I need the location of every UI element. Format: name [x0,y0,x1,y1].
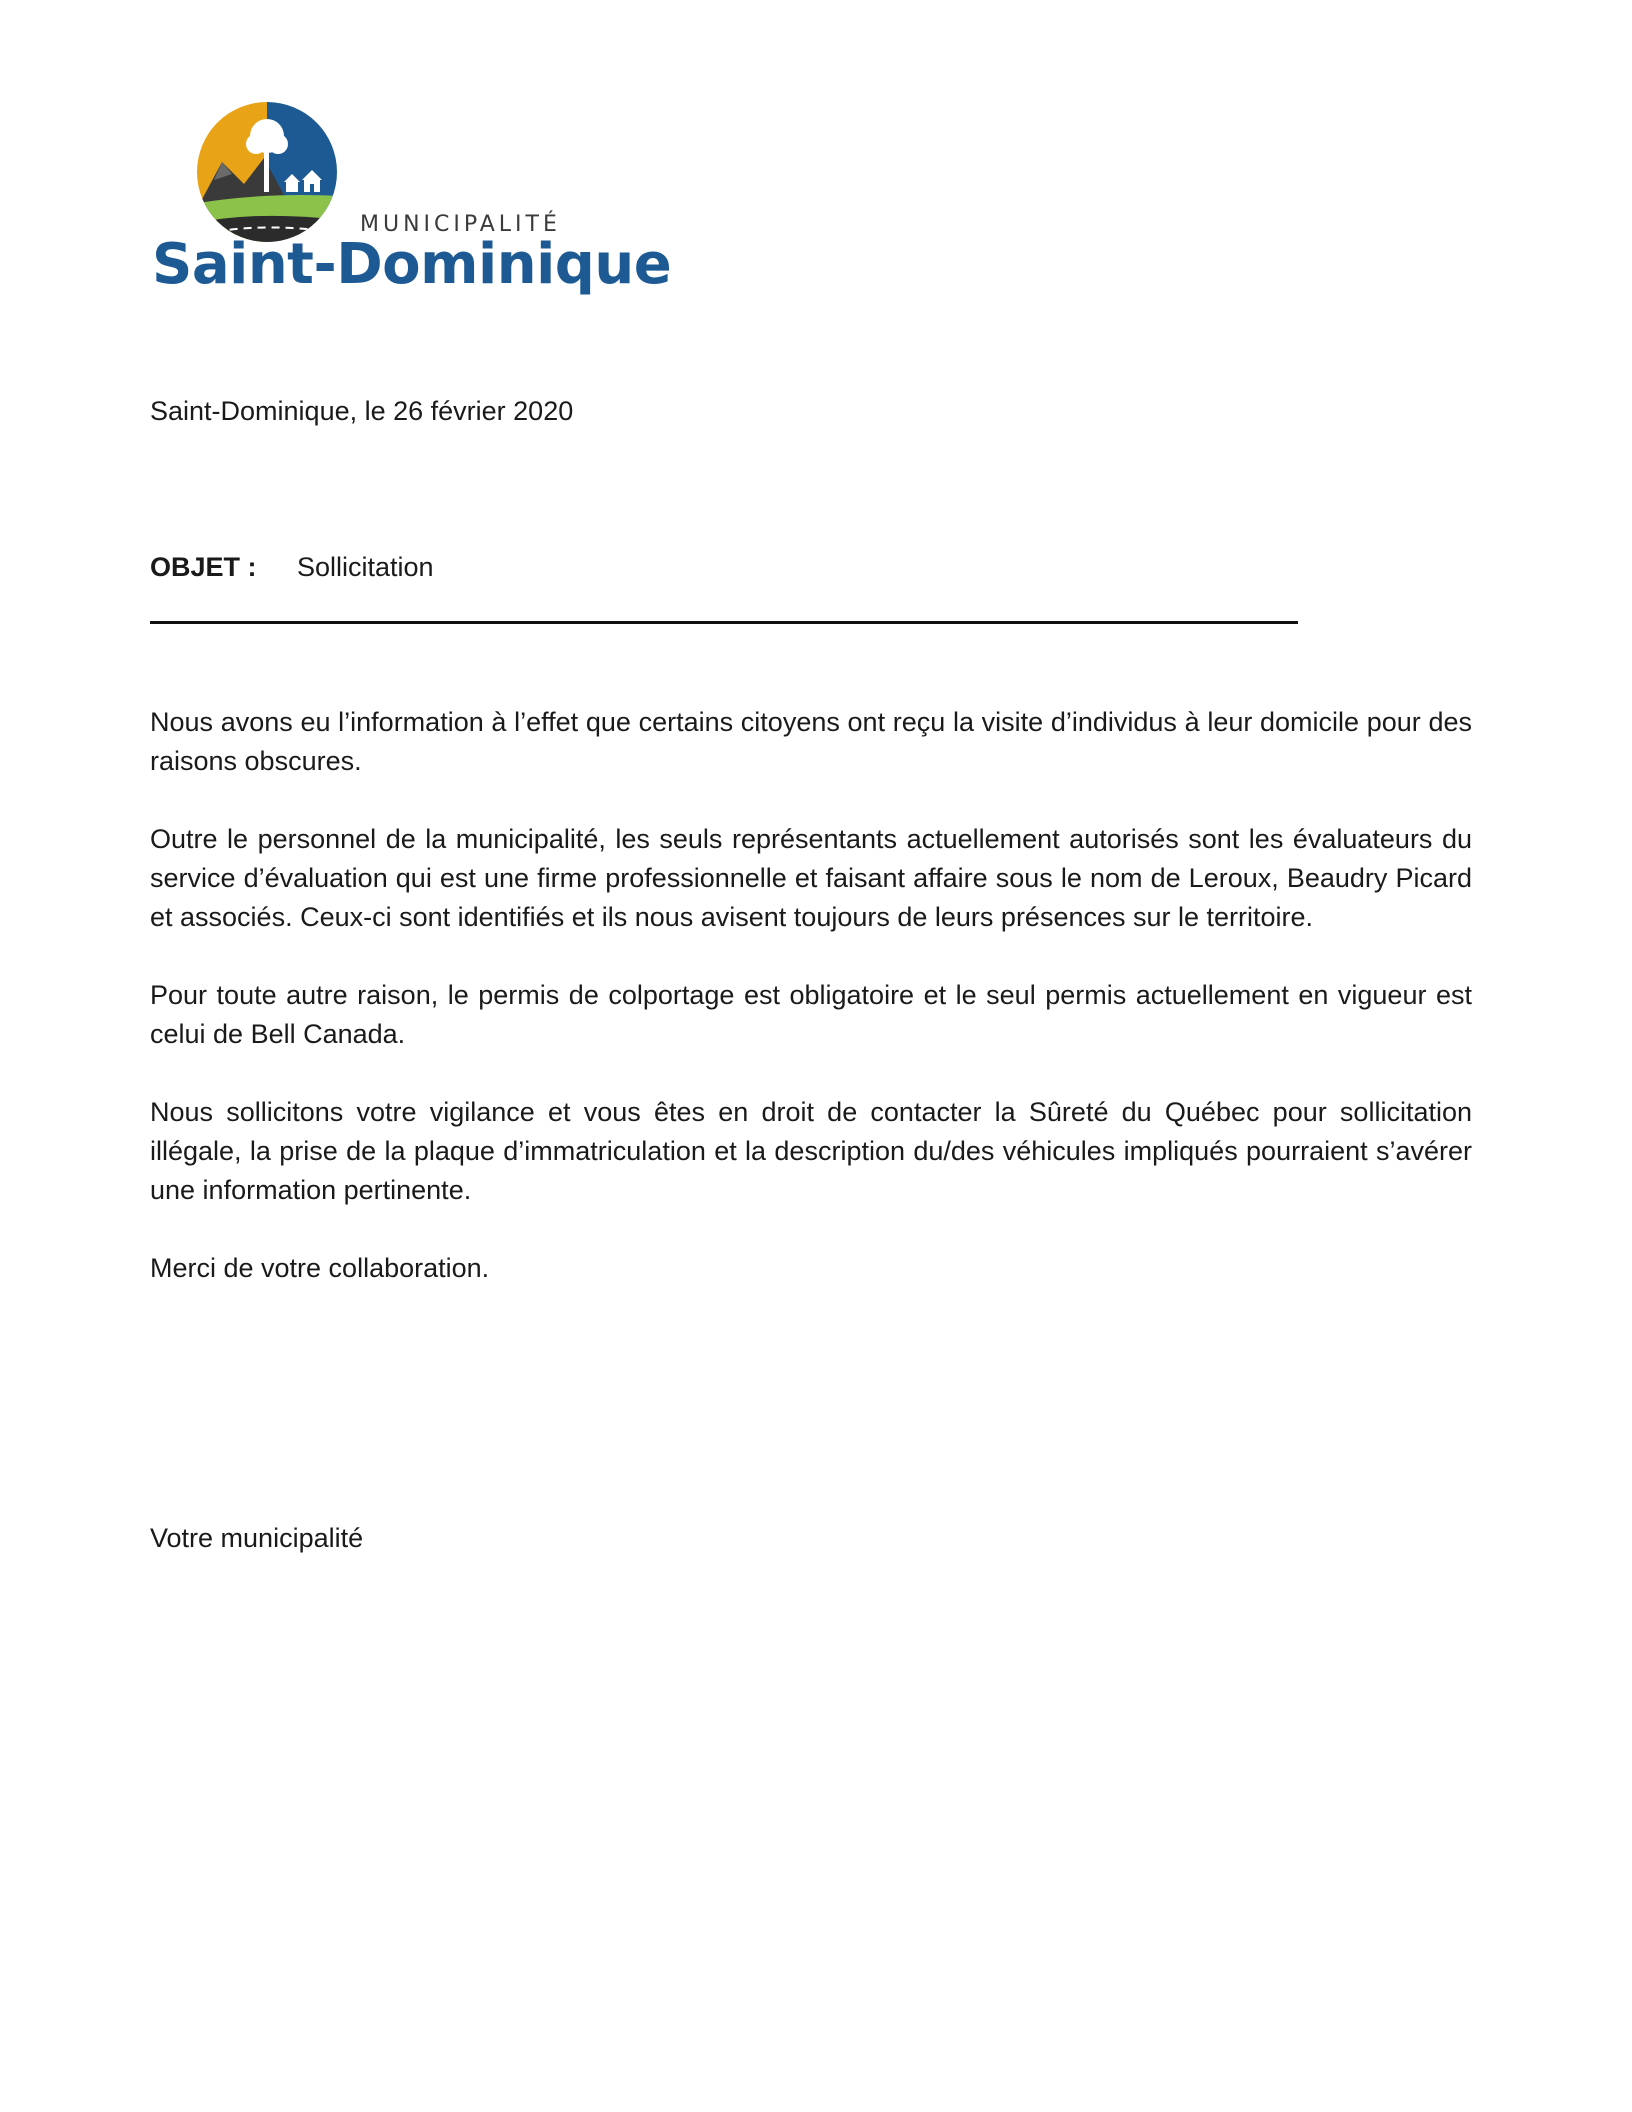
subject-divider [150,621,1298,624]
logo-municipality-label: MUNICIPALITÉ [360,212,561,237]
subject-label: OBJET : [150,552,257,582]
body-paragraph: Pour toute autre raison, le permis de colportage est obligatoire et le seul permis actuellement en vigueur est celui de Bell Canada. [150,980,1472,1049]
closing-line: Merci de votre collaboration. [150,1253,490,1283]
body-paragraph: Nous sollicitons votre vigilance et vous êtes en droit de contacter la Sûreté du Québec pour sollicitation illégale, la prise de la plaque d’immatriculation et la description du/des véhicules impliqués pourraient s’avérer une information pertinente. [150,1097,1472,1205]
subject-value: Sollicitation [297,552,434,582]
place-date: Saint-Dominique, le 26 février 2020 [150,396,574,426]
subject-line [150,548,434,587]
body-paragraph: Outre le personnel de la municipalité, les seuls représentants actuellement autorisés sont les évaluateurs du service d’évaluation qui est une firme professionnelle et faisant affaire sous le nom de Leroux, Beaudry Picard et associés. Ceux-ci sont identifiés et ils nous avisent toujours de leurs présences sur le territoire. [150,824,1472,932]
letter-body [150,703,1472,1327]
municipal-logo [150,100,672,310]
logo-municipality-name: Saint-Dominique [152,232,672,297]
body-paragraph: Nous avons eu l’information à l’effet que certains citoyens ont reçu la visite d’individus à leur domicile pour des raisons obscures. [150,707,1472,776]
signature: Votre municipalité [150,1523,364,1553]
municipal-logo-emblem-icon [192,100,342,250]
